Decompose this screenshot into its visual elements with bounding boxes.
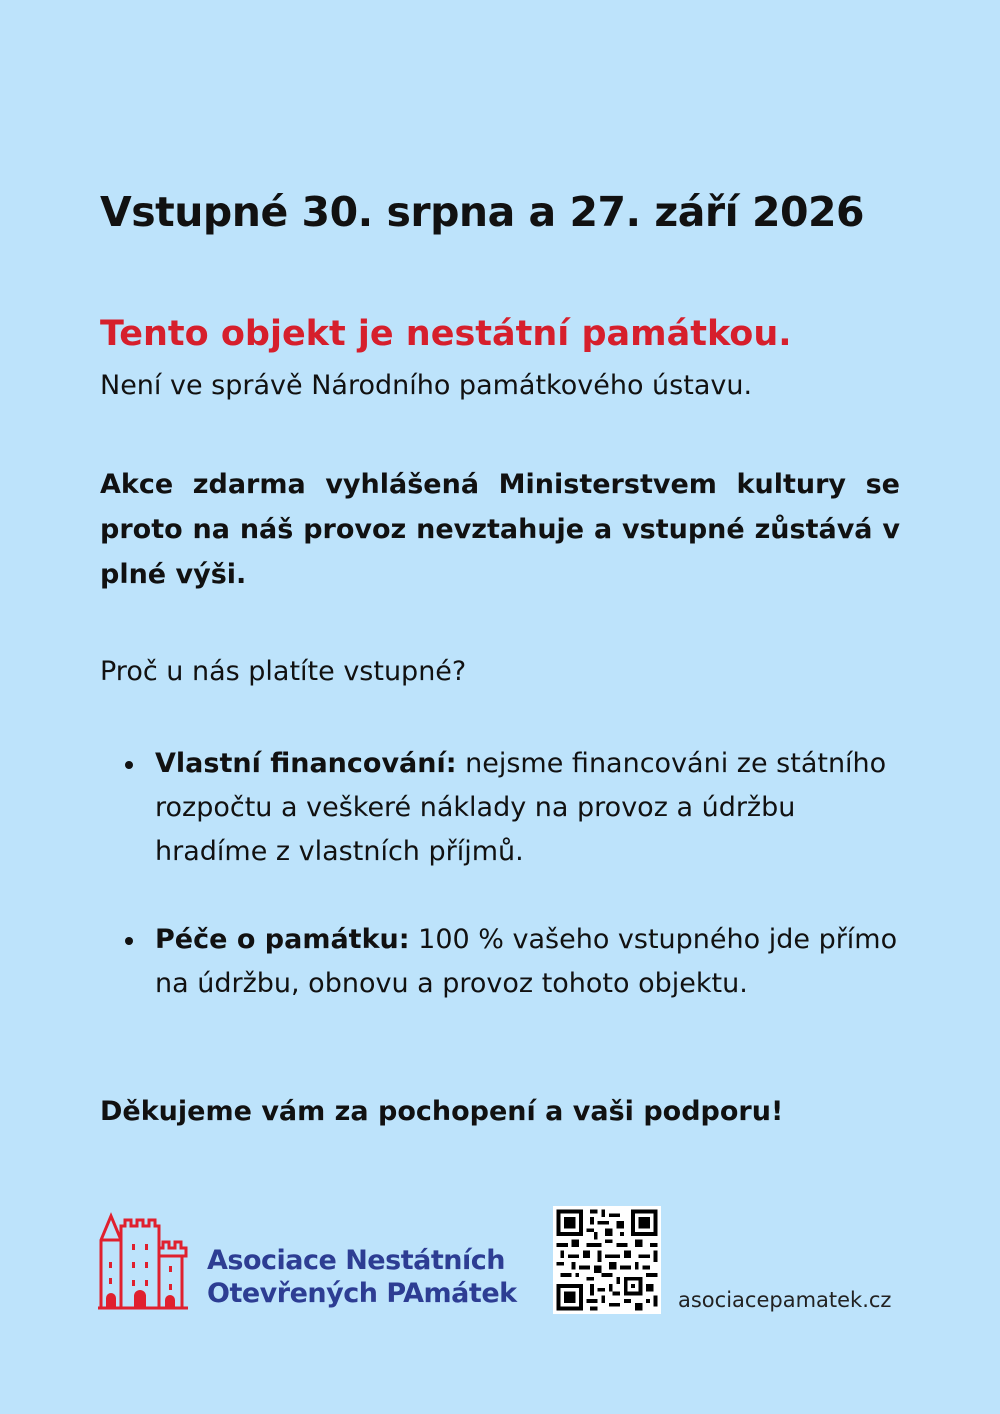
notice-heading: Tento objekt je nestátní památkou. (100, 314, 792, 354)
question-text: Proč u nás platíte vstupné? (100, 656, 467, 687)
list-item (155, 742, 915, 874)
organization-name-line2: Otevřených PAmátek (207, 1278, 517, 1309)
reason-text: nejsme financováni ze státního rozpočtu a veškeré náklady na provoz a údržbu hradíme z vlastních příjmů. (155, 748, 887, 867)
reason-label: Péče o památku: (155, 924, 410, 955)
castle-icon (98, 1212, 192, 1312)
list-item (155, 918, 915, 1006)
website-link[interactable]: asociacepamatek.cz (678, 1288, 892, 1312)
qr-code-icon[interactable] (553, 1206, 661, 1314)
statement-paragraph: Akce zdarma vyhlášená Ministerstvem kultury se proto na náš provoz nevztahuje a vstupné zůstává v plné výši. (100, 469, 900, 590)
organization-name-line1: Asociace Nestátních (207, 1245, 505, 1276)
reason-label: Vlastní financování: (155, 748, 457, 779)
organization-name (207, 1244, 547, 1310)
page-title: Vstupné 30. srpna a 27. září 2026 (100, 188, 865, 236)
reason-text: 100 % vašeho vstupného jde přímo na údržbu, obnovu a provoz tohoto objektu. (155, 924, 898, 999)
thanks-text: Děkujeme vám za pochopení a vaši podporu! (100, 1096, 784, 1127)
notice-subheading: Není ve správě Národního památkového ústavu. (100, 370, 753, 401)
